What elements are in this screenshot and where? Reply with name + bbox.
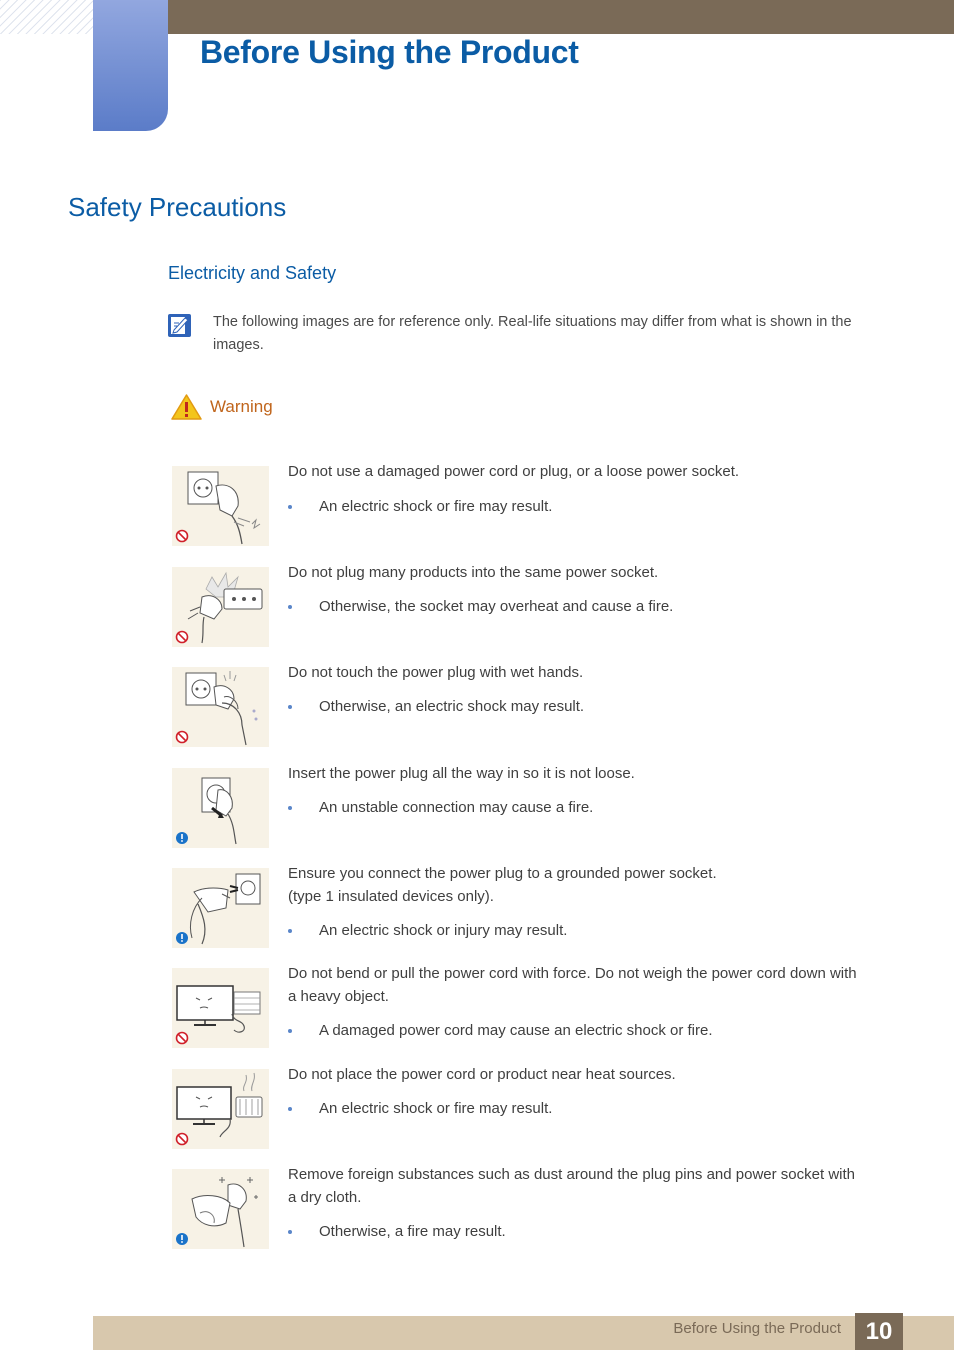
- subsection-title: Electricity and Safety: [168, 263, 337, 283]
- item-text: Remove foreign substances such as dust around the plug pins and power socket with a dry cloth.: [288, 1166, 855, 1206]
- prohibited-icon: [175, 730, 189, 744]
- item-text: Do not place the power cord or product near heat sources.: [288, 1066, 676, 1083]
- bullet-text: An electric shock or injury may result.: [319, 922, 568, 939]
- item-text: Do not touch the power plug with wet hands.: [288, 664, 584, 681]
- note-text: The following images are for reference only. Real-life situations may differ from what is shown in the images.: [213, 314, 852, 353]
- bullet-dot: [288, 929, 292, 933]
- bullet-text: An electric shock or fire may result.: [319, 498, 553, 515]
- bullet-text: A damaged power cord may cause an electric shock or fire.: [319, 1022, 713, 1039]
- bullet-text: Otherwise, a fire may result.: [319, 1223, 506, 1240]
- bullet-dot: [288, 705, 292, 709]
- item-text: Do not plug many products into the same power socket.: [288, 564, 659, 581]
- chapter-title: Before Using the Product: [200, 34, 579, 70]
- prohibited-icon: [175, 529, 189, 543]
- bullet-dot: [288, 1107, 292, 1111]
- page-number: 10: [855, 1313, 903, 1350]
- prohibited-icon: [175, 1132, 189, 1146]
- item-text: Do not bend or pull the power cord with force. Do not weigh the power cord down with a heavy object.: [288, 965, 857, 1005]
- footer-chapter-title: Before Using the Product: [673, 1320, 841, 1337]
- bullet-dot: [288, 505, 292, 509]
- mandatory-icon: [175, 1232, 189, 1246]
- mandatory-icon: [175, 831, 189, 845]
- prohibited-icon: [175, 1031, 189, 1045]
- bullet-dot: [288, 1029, 292, 1033]
- bullet-dot: [288, 605, 292, 609]
- bullet-text: An unstable connection may cause a fire.: [319, 799, 594, 816]
- warning-label: Warning: [210, 397, 273, 416]
- bullet-text: Otherwise, the socket may overheat and cause a fire.: [319, 598, 674, 615]
- item-text: Do not use a damaged power cord or plug, or a loose power socket.: [288, 463, 740, 480]
- item-text: Insert the power plug all the way in so it is not loose.: [288, 765, 635, 782]
- warning-triangle-icon: [171, 394, 202, 420]
- bullet-dot: [288, 1230, 292, 1234]
- bullet-text: Otherwise, an electric shock may result.: [319, 698, 585, 715]
- mandatory-icon: [175, 931, 189, 945]
- chapter-tab: [93, 0, 168, 131]
- prohibited-icon: [175, 630, 189, 644]
- bullet-text: An electric shock or fire may result.: [319, 1100, 553, 1117]
- header-bar: [168, 0, 954, 34]
- item-text: Ensure you connect the power plug to a grounded power socket. (type 1 insulated devices only).: [288, 865, 717, 905]
- bullet-dot: [288, 806, 292, 810]
- header-hatch-pattern: [0, 0, 93, 34]
- note-pencil-icon: [168, 314, 191, 337]
- section-title: Safety Precautions: [68, 192, 287, 222]
